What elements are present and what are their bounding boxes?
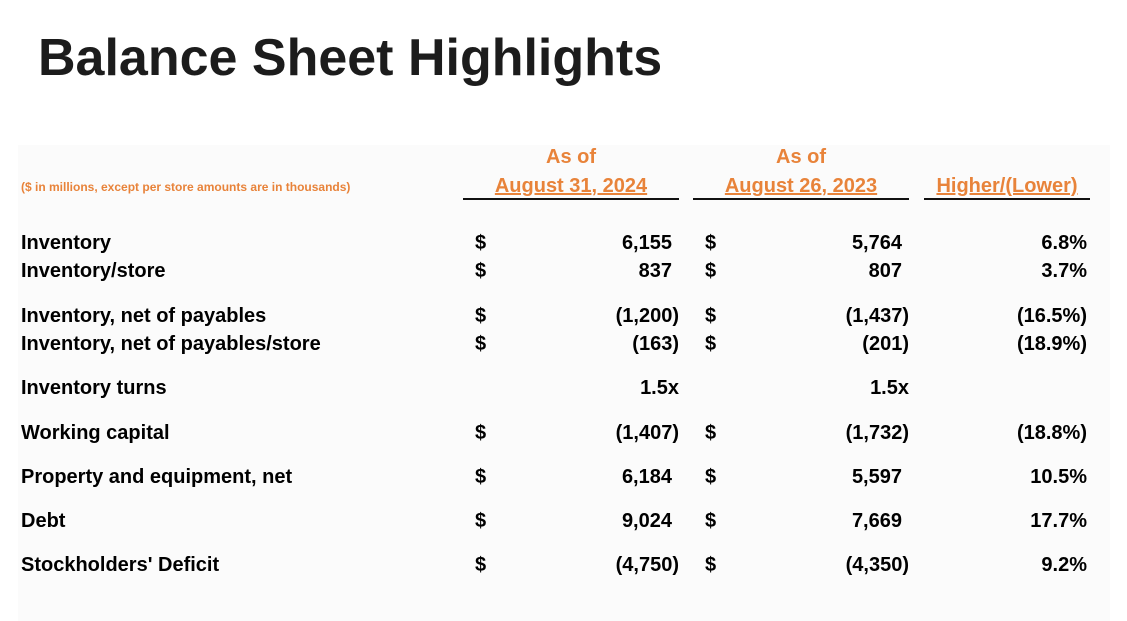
prior-value: 7,669 — [851, 510, 902, 532]
current-value: 6,155 — [621, 232, 672, 254]
column-header-current-line2: August 31, 2024 — [494, 175, 648, 197]
row-label: Inventory — [21, 232, 112, 254]
current-value: 6,184 — [621, 466, 672, 488]
currency-sign: $ — [705, 260, 717, 282]
currency-sign: $ — [475, 510, 487, 532]
row-label: Debt — [21, 510, 66, 532]
column-header-prior-line1: As of — [776, 146, 826, 168]
prior-value: 1.5x — [870, 377, 909, 399]
change-value: (16.5%) — [1016, 305, 1087, 327]
prior-value: (4,350) — [845, 554, 909, 576]
column-header-prior-line2: August 26, 2023 — [724, 175, 878, 197]
column-header-prior — [693, 143, 909, 201]
currency-sign: $ — [705, 466, 717, 488]
row-label: Inventory, net of payables/store — [21, 333, 321, 355]
currency-sign: $ — [705, 305, 717, 327]
currency-sign: $ — [705, 554, 717, 576]
table-row-inventory-net-of-payables — [0, 305, 1127, 329]
change-value: 6.8% — [1041, 232, 1087, 254]
current-value: 837 — [638, 260, 672, 282]
table-row-inventory-turns — [0, 377, 1127, 401]
column-header-change-label: Higher/(Lower) — [936, 175, 1078, 197]
currency-sign: $ — [475, 260, 487, 282]
current-value: (1,200) — [615, 305, 679, 327]
page-title: Balance Sheet Highlights — [38, 29, 663, 87]
current-value: 1.5x — [640, 377, 679, 399]
currency-sign: $ — [475, 554, 487, 576]
currency-sign: $ — [705, 232, 717, 254]
current-value: (163) — [632, 333, 679, 355]
header-rule-change — [924, 198, 1090, 200]
currency-sign: $ — [475, 305, 487, 327]
table-row-property-and-equipment — [0, 466, 1127, 490]
currency-sign: $ — [705, 510, 717, 532]
table-row-inventory-per-store — [0, 260, 1127, 284]
change-value: 17.7% — [1030, 510, 1087, 532]
row-label: Inventory turns — [21, 377, 167, 399]
table-row-stockholders-deficit — [0, 554, 1127, 578]
current-value: 9,024 — [621, 510, 672, 532]
column-header-current — [463, 143, 679, 201]
current-value: (4,750) — [615, 554, 679, 576]
currency-sign: $ — [475, 232, 487, 254]
table-row-debt — [0, 510, 1127, 534]
change-value: (18.9%) — [1016, 333, 1087, 355]
change-value: (18.8%) — [1016, 422, 1087, 444]
table-row-inventory-net-of-payables-per-store — [0, 333, 1127, 357]
units-note: ($ in millions, except per store amounts are in thousands) — [21, 180, 351, 194]
currency-sign: $ — [705, 422, 717, 444]
prior-value: (1,732) — [845, 422, 909, 444]
column-header-current-line1: As of — [546, 146, 596, 168]
prior-value: 807 — [868, 260, 902, 282]
row-label: Stockholders' Deficit — [21, 554, 220, 576]
table-row-working-capital — [0, 422, 1127, 446]
row-label: Working capital — [21, 422, 170, 444]
table-row-inventory — [0, 232, 1127, 256]
header-rule-current — [463, 198, 679, 200]
prior-value: (1,437) — [845, 305, 909, 327]
change-value: 9.2% — [1041, 554, 1087, 576]
currency-sign: $ — [475, 333, 487, 355]
column-header-change — [924, 143, 1090, 201]
currency-sign: $ — [475, 422, 487, 444]
row-label: Inventory, net of payables — [21, 305, 267, 327]
header-rule-prior — [693, 198, 909, 200]
currency-sign: $ — [705, 333, 717, 355]
row-label: Inventory/store — [21, 260, 166, 282]
change-value: 3.7% — [1041, 260, 1087, 282]
row-label: Property and equipment, net — [21, 466, 293, 488]
prior-value: (201) — [862, 333, 909, 355]
currency-sign: $ — [475, 466, 487, 488]
prior-value: 5,597 — [851, 466, 902, 488]
change-value: 10.5% — [1030, 466, 1087, 488]
prior-value: 5,764 — [851, 232, 902, 254]
current-value: (1,407) — [615, 422, 679, 444]
